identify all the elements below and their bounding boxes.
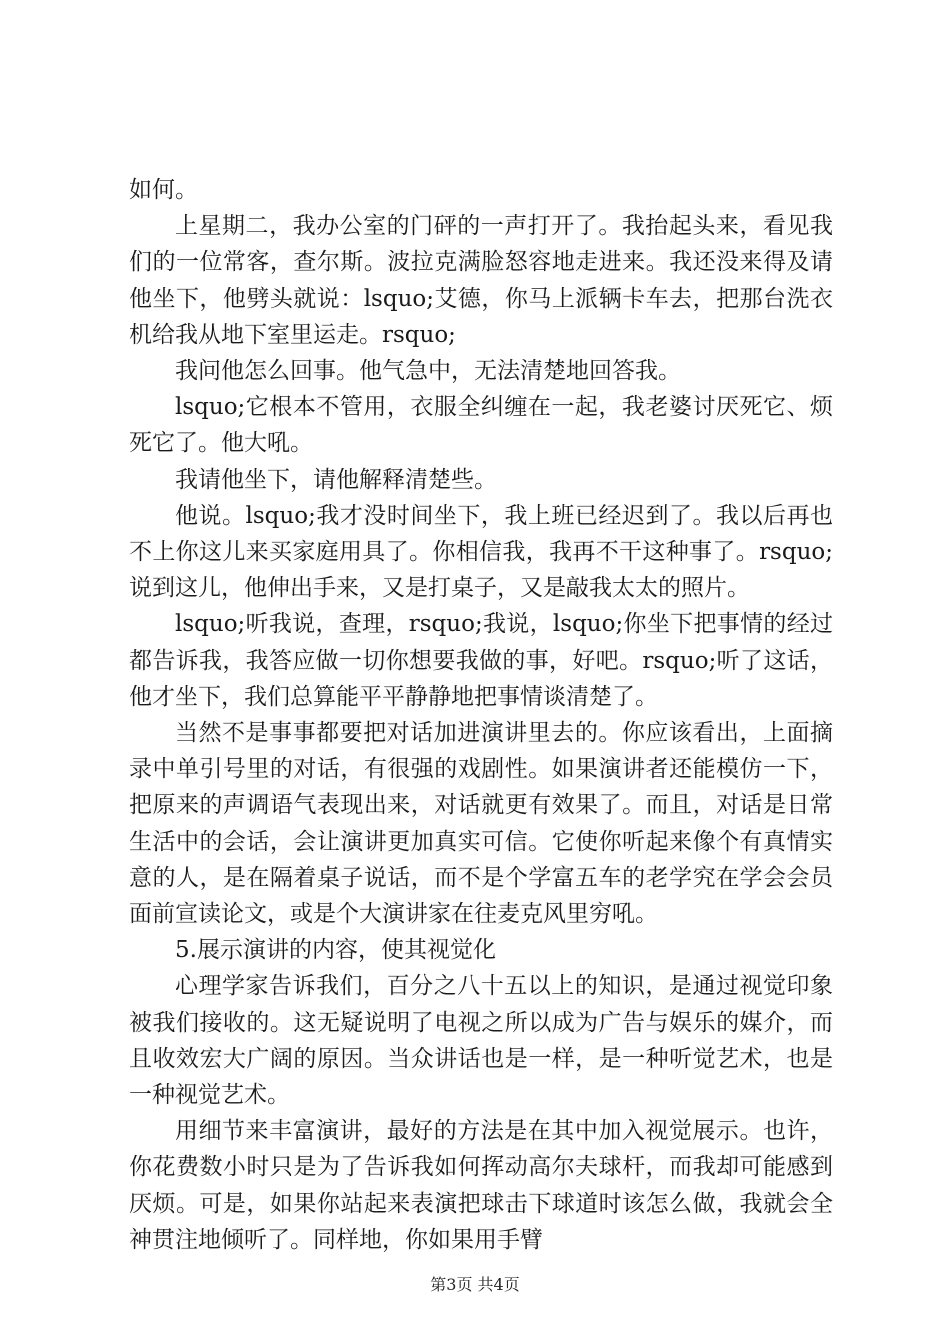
paragraph: 心理学家告诉我们，百分之八十五以上的知识，是通过视觉印象被我们接收的。这无疑说明了电视之所以成为广告与娱乐的媒介，而且收效宏大广阔的原因。当众讲话也是一样，是一种听觉艺术，也是一种视觉艺术。 — [129, 973, 833, 1109]
paragraph: 当然不是事事都要把对话加进演讲里去的。你应该看出，上面摘录中单引号里的对话，有很强的戏剧性。如果演讲者还能模仿一下，把原来的声调语气表现出来，对话就更有效果了。而且，对话是日常生活中的会话，会让演讲更加真实可信。它使你听起来像个有真情实意的人，是在隔着桌子说话，而不是个学富五车的老学究在学会会员面前宣读论文，或是个大演讲家在往麦克风里穷吼。 — [129, 720, 833, 928]
page-footer — [0, 1272, 950, 1295]
paragraph: 我请他坐下，请他解释清楚些。 — [175, 466, 497, 493]
page-number: 第3页 共4页 — [430, 1275, 520, 1294]
section-heading: 5.展示演讲的内容，使其视觉化 — [175, 937, 496, 964]
paragraph: 用细节来丰富演讲，最好的方法是在其中加入视觉展示。也许，你花费数小时只是为了告诉我如何挥动高尔夫球杆，而我却可能感到厌烦。可是，如果你站起来表演把球击下球道时该怎么做，我就会全神贯注地倾听了。同样地，你如果用手臂 — [129, 1118, 833, 1253]
paragraph: 他说。lsquo;我才没时间坐下，我上班已经迟到了。我以后再也不上你这儿来买家庭用具了。你相信我，我再不干这种事了。rsquo;说到这儿，他伸出手来，又是打桌子，又是敲我太太的照片。 — [129, 502, 833, 602]
paragraph: lsquo;听我说，查理，rsquo;我说，lsquo;你坐下把事情的经过都告诉我，我答应做一切你想要我做的事，好吧。rsquo;听了这话，他才坐下，我们总算能平平静静地把事情谈清楚了。 — [129, 611, 833, 710]
paragraph: 我问他怎么回事。他气急中，无法清楚地回答我。 — [175, 358, 681, 385]
paragraph: 如何。 — [129, 177, 198, 203]
paragraph: lsquo;它根本不管用，衣服全纠缠在一起，我老婆讨厌死它、烦死它了。他大吼。 — [129, 394, 833, 457]
body-text — [129, 172, 833, 1258]
paragraph: 上星期二，我办公室的门砰的一声打开了。我抬起头来，看见我们的一位常客，查尔斯。波拉克满脸怒容地走进来。我还没来得及请他坐下，他劈头就说：lsquo;艾德，你马上派辆卡车去，把那台洗衣机给我从地下室里运走。rsquo; — [129, 213, 833, 348]
